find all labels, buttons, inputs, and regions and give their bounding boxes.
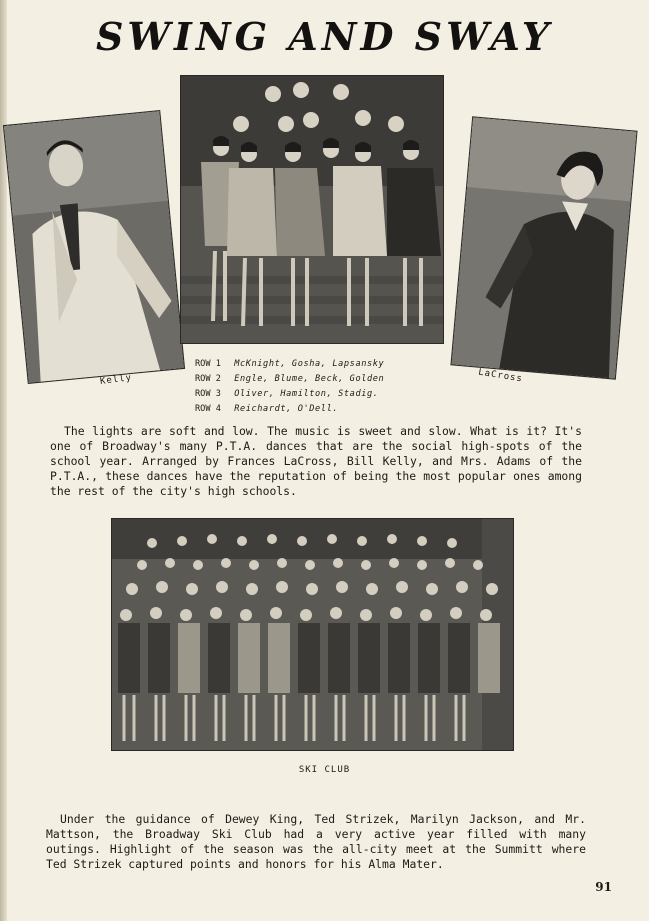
row-names: Oliver, Hamilton, Stadig. — [234, 389, 379, 399]
ski-club-caption: SKI CLUB — [298, 765, 351, 775]
photo-ski-club — [112, 519, 513, 750]
row-names: Reichardt, O'Dell. — [234, 404, 339, 414]
row-label: ROW 3 — [195, 389, 221, 399]
row-entry — [195, 372, 384, 387]
ski-club-paragraph: Under the guidance of Dewey King, Ted Strizek, Marilyn Jackson, and Mr. Mattson, the Broadway Ski Club had a very active year filled with many outings. Highlight of the season was the all-city meet at the Summitt where Ted Strizek captured points and honors for his Alma Mater. — [46, 812, 586, 871]
caption-lacross: LaCross — [477, 367, 524, 385]
row-label: ROW 2 — [195, 374, 221, 384]
caption-kelly: Kelly — [99, 373, 133, 387]
page-number: 91 — [595, 880, 612, 894]
row-identification-list — [195, 357, 384, 417]
photo-kelly — [4, 111, 184, 383]
row-label: ROW 4 — [195, 404, 221, 414]
dance-paragraph: The lights are soft and low. The music is sweet and slow. What is it? It's one of Broadway's many P.T.A. dances that are the social high-spots of the school year. Arranged by Frances LaCross, Bill Kelly, and Mrs. Adams of the P.T.A., these dances have the reputation of being the most popular ones among the rest of the city's high schools. — [50, 424, 582, 498]
row-names: McKnight, Gosha, Lapsansky — [234, 359, 385, 369]
page-title: SWING AND SWAY — [95, 14, 554, 59]
row-entry — [195, 357, 384, 372]
row-names: Engle, Blume, Beck, Golden — [234, 374, 385, 384]
photo-pta-committee — [181, 76, 443, 343]
row-entry — [195, 387, 384, 402]
row-label: ROW 1 — [195, 359, 221, 369]
photo-lacross — [452, 117, 637, 378]
row-entry — [195, 402, 384, 417]
